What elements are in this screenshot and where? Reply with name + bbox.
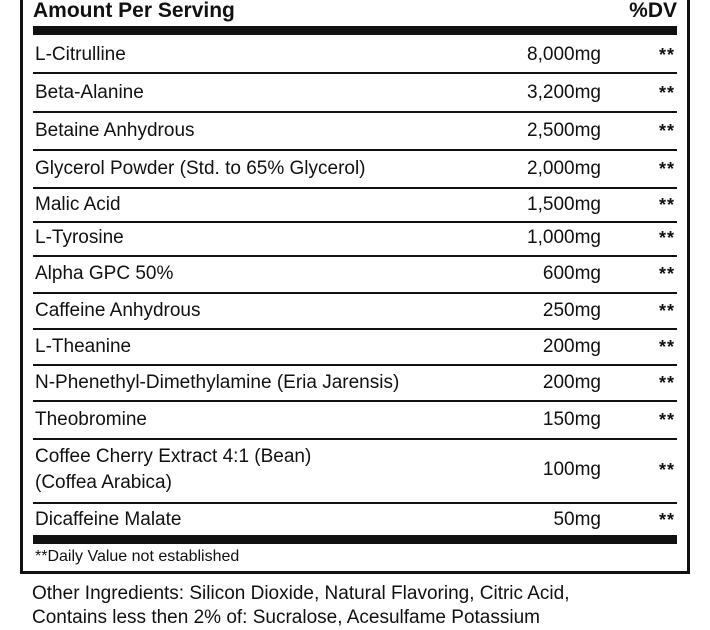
ingredient-amount: 1,000mg [527,227,601,248]
ingredient-dv: ** [658,264,675,284]
ingredient-amount: 50mg [553,509,601,530]
ingredient-name: Malic Acid [35,194,121,215]
table-row [33,402,677,440]
ingredient-name: Glycerol Powder (Std. to 65% Glycerol) [35,158,366,179]
ingredient-amount: 8,000mg [527,44,601,65]
table-row [33,113,677,151]
ingredient-name: Beta-Alanine [35,82,144,103]
amount-per-serving-heading: Amount Per Serving [33,0,235,22]
ingredient-dv: ** [658,121,675,141]
table-row [33,151,677,189]
ingredient-amount: 1,500mg [527,194,601,215]
ingredient-name: Betaine Anhydrous [35,120,195,141]
ingredient-dv: ** [658,510,675,530]
table-row [33,504,677,532]
ingredient-amount: 200mg [542,372,601,393]
ingredient-dv: ** [658,195,675,215]
ingredient-amount: 600mg [542,263,601,284]
ingredient-dv: ** [658,301,675,321]
ingredient-name: Theobromine [35,409,147,430]
table-row [33,74,677,113]
ingredient-rows [33,35,677,532]
ingredient-dv: ** [658,45,675,65]
ingredient-name: L-Tyrosine [35,227,124,248]
ingredient-name: N-Phenethyl-Dimethylamine (Eria Jarensis) [35,372,400,393]
table-row [33,223,677,257]
ingredient-amount: 150mg [542,409,601,430]
table-row [33,440,677,504]
ingredient-name: L-Citrulline [35,44,126,65]
other-ingredients-line1: Other Ingredients: Silicon Dioxide, Natural Flavoring, Citric Acid, [32,583,570,604]
ingredient-amount: 2,500mg [527,120,601,141]
ingredient-dv: ** [658,460,675,480]
ingredient-dv: ** [658,337,675,357]
table-row [33,366,677,402]
bottom-divider [33,535,677,544]
ingredient-amount: 2,000mg [527,158,601,179]
ingredient-dv: ** [658,373,675,393]
ingredient-dv: ** [658,410,675,430]
ingredient-name: Alpha GPC 50% [35,263,174,284]
ingredient-name: Caffeine Anhydrous [35,300,201,321]
table-row [33,330,677,366]
ingredient-name: Dicaffeine Malate [35,509,182,530]
ingredient-amount: 100mg [542,459,601,480]
top-divider [33,26,677,35]
dv-heading: %DV [629,0,677,22]
other-ingredients [32,582,702,630]
ingredient-name: Coffee Cherry Extract 4:1 (Bean) [35,446,312,467]
table-header [33,0,677,26]
daily-value-footnote: **Daily Value not established [35,548,240,565]
ingredient-name: L-Theanine [35,336,132,357]
ingredient-amount: 3,200mg [527,82,601,103]
table-row [33,257,677,294]
ingredient-dv: ** [658,159,675,179]
table-row [33,189,677,223]
supplement-facts-panel [20,0,690,574]
ingredient-dv: ** [658,228,675,248]
table-row [33,35,677,74]
ingredient-name-line2: (Coffea Arabica) [35,472,172,493]
table-row [33,294,677,330]
ingredient-amount: 200mg [542,336,601,357]
ingredient-dv: ** [658,83,675,103]
ingredient-amount: 250mg [542,300,601,321]
other-ingredients-line2: Contains less then 2% of: Sucralose, Acesulfame Potassium [32,607,540,628]
